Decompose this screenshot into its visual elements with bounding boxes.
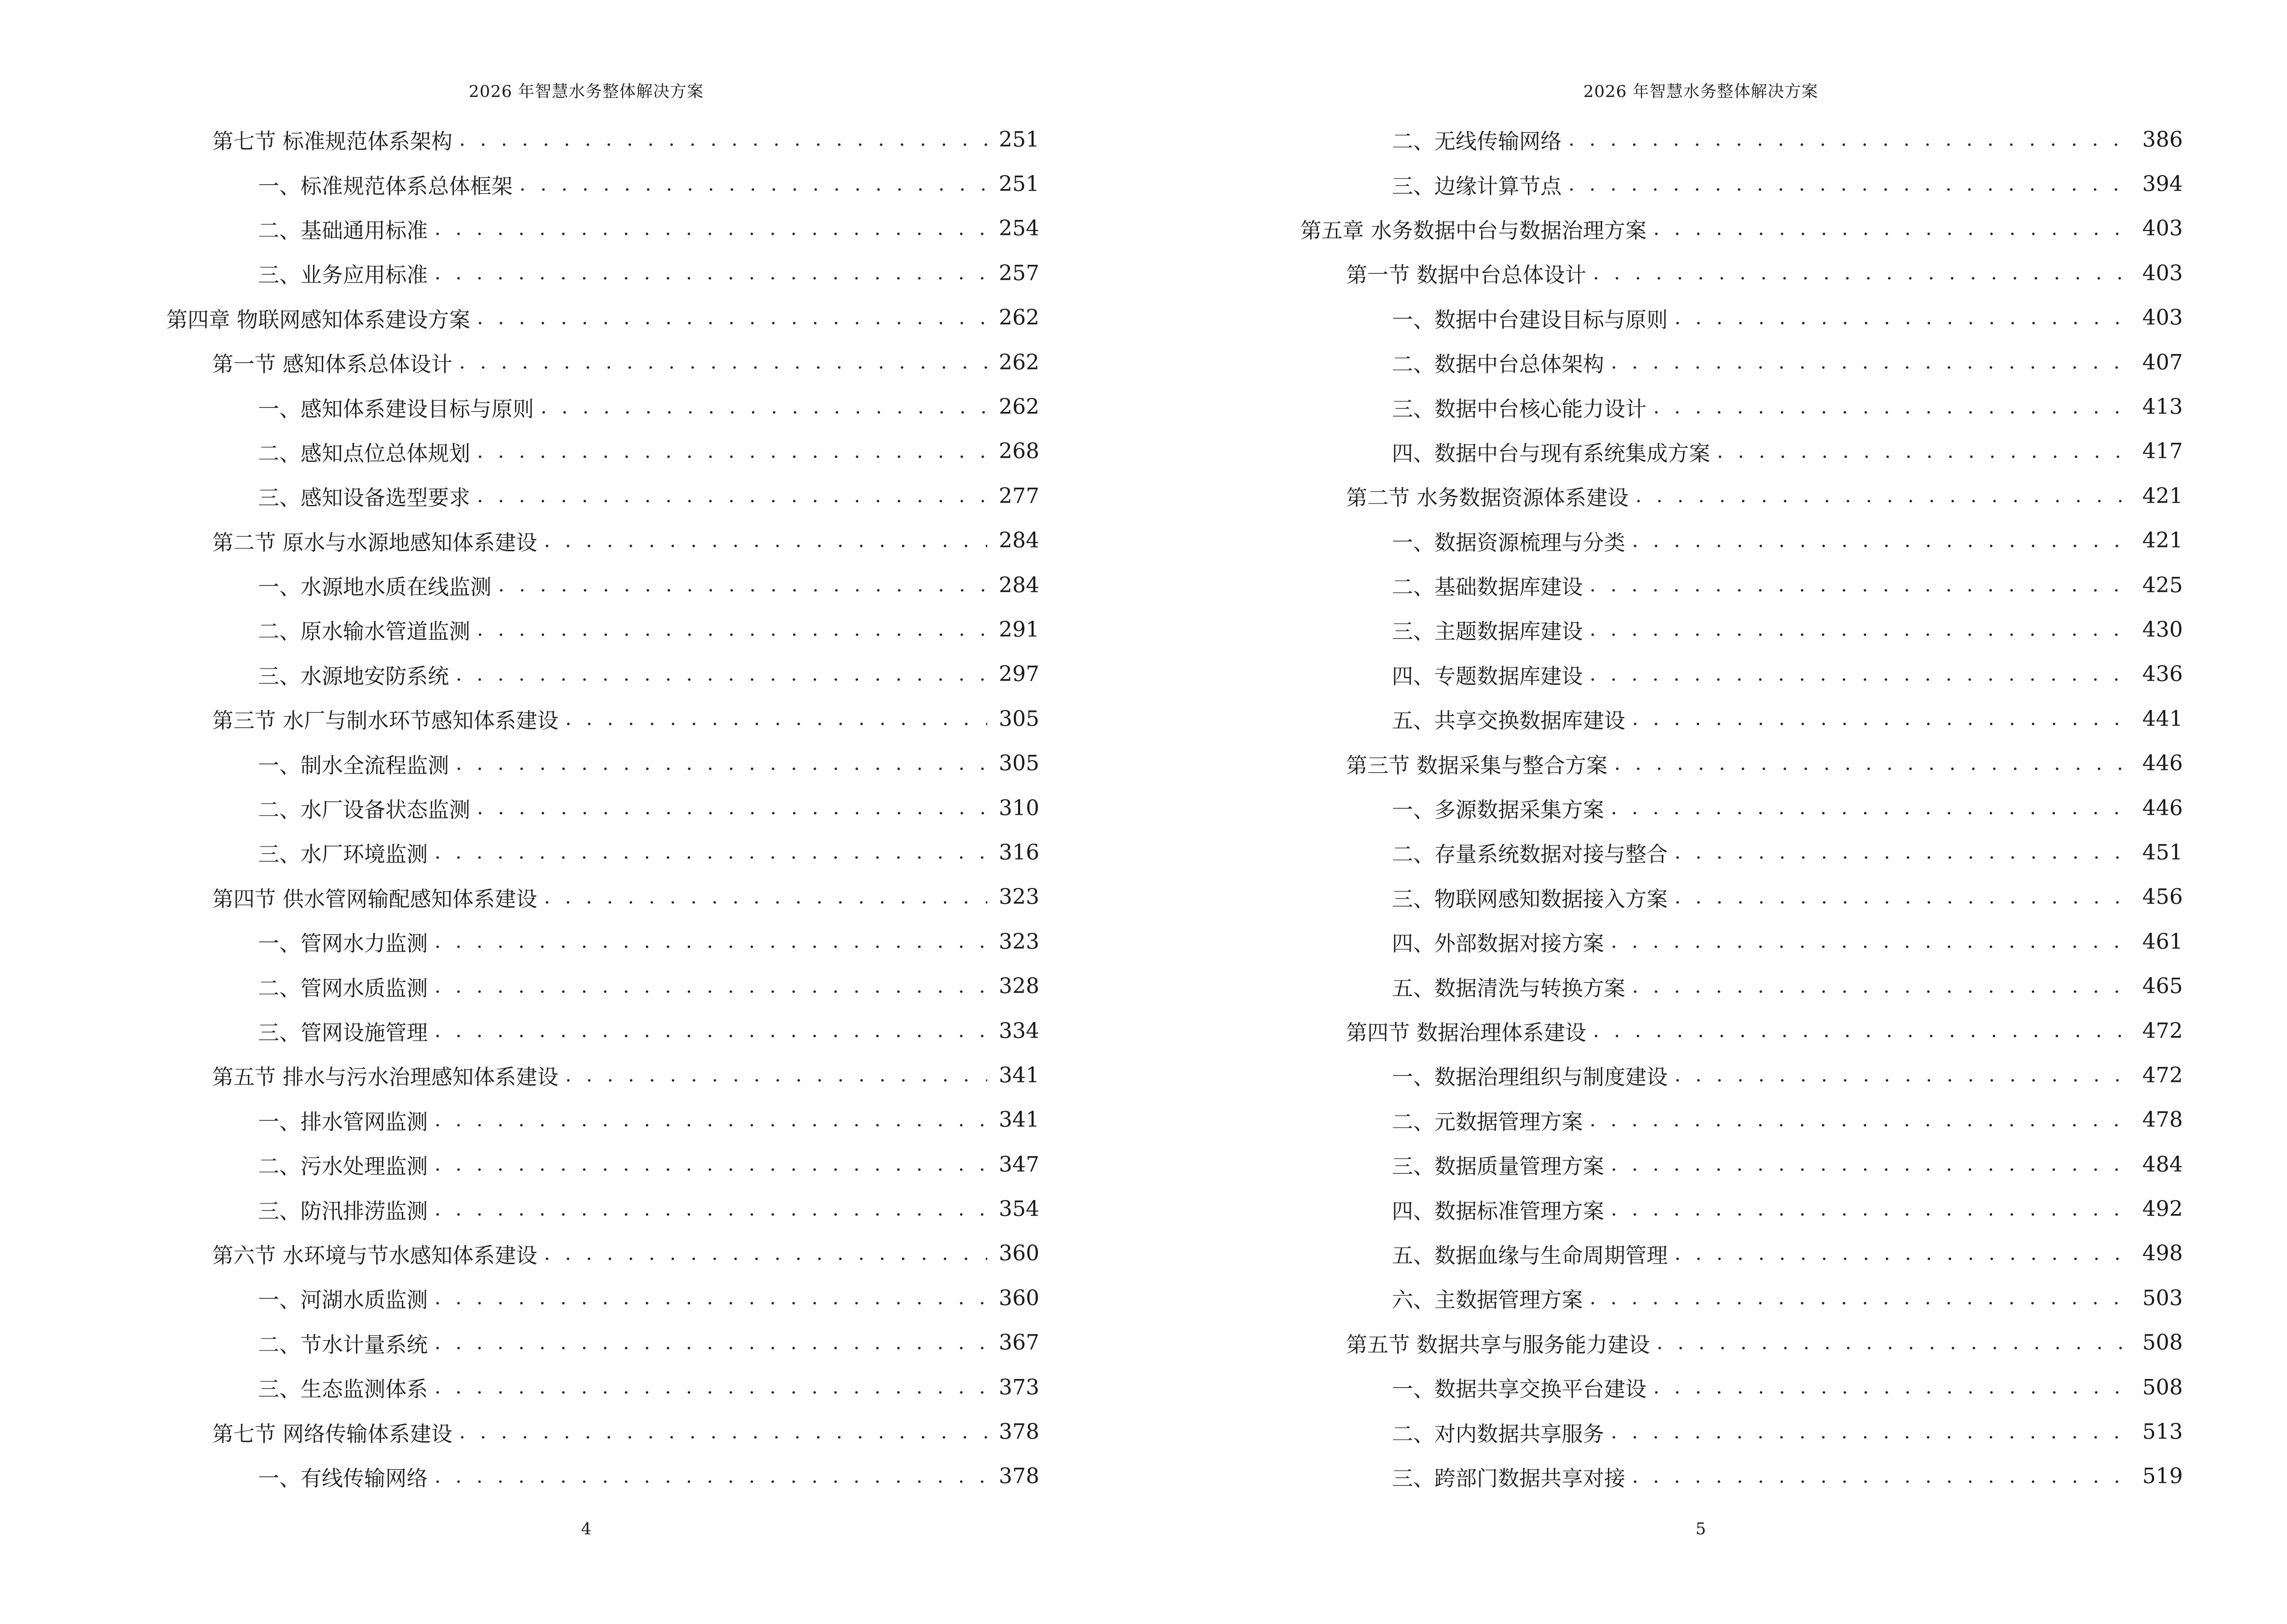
dot-leader (435, 1376, 987, 1398)
dot-leader (435, 930, 987, 953)
dot-leader (435, 1287, 987, 1309)
toc-entry-title: 第七节 标准规范体系架构 (212, 129, 452, 154)
toc-entry[interactable] (1300, 1365, 2183, 1409)
dot-leader (519, 173, 987, 195)
dot-leader (1632, 530, 2131, 552)
toc-entry-title: 第五章 水务数据中台与数据治理方案 (1300, 218, 1647, 243)
toc-entry-title: 四、外部数据对接方案 (1392, 931, 1604, 956)
right-page (1144, 0, 2287, 1624)
toc-entry[interactable] (1300, 340, 2183, 384)
toc-entry-title: 三、跨部门数据共享对接 (1392, 1466, 1625, 1491)
toc-entry-page: 403 (2142, 305, 2183, 330)
dot-leader (1653, 1376, 2131, 1398)
toc-entry-page: 394 (2142, 172, 2183, 197)
toc-entry[interactable] (166, 1365, 1039, 1409)
table-of-contents (1300, 117, 2183, 1499)
toc-entry-title: 三、物联网感知数据接入方案 (1392, 887, 1668, 912)
toc-entry[interactable] (166, 1009, 1039, 1053)
toc-entry-page: 284 (999, 528, 1039, 553)
toc-entry-title: 三、防汛排涝监测 (258, 1199, 428, 1224)
dot-leader (498, 574, 987, 596)
toc-entry[interactable] (166, 296, 1039, 340)
toc-entry-title: 一、有线传输网络 (258, 1466, 428, 1491)
dot-leader (435, 975, 987, 997)
toc-entry-title: 第三节 数据采集与整合方案 (1346, 753, 1607, 778)
toc-entry-title: 三、数据中台核心能力设计 (1392, 396, 1647, 422)
toc-entry-page: 513 (2142, 1419, 2183, 1445)
toc-entry-page: 360 (999, 1241, 1039, 1266)
toc-entry[interactable] (166, 652, 1039, 696)
toc-entry-title: 二、无线传输网络 (1392, 129, 1562, 154)
dot-leader (1590, 663, 2131, 685)
toc-entry-page: 403 (2142, 216, 2183, 241)
toc-entry[interactable] (166, 875, 1039, 919)
dot-leader (1590, 574, 2131, 596)
toc-entry-page: 305 (999, 706, 1039, 731)
dot-leader (477, 485, 987, 507)
dot-leader (1674, 886, 2131, 908)
toc-entry[interactable] (1300, 1053, 2183, 1097)
toc-entry[interactable] (1300, 1231, 2183, 1276)
toc-entry-title: 一、数据共享交换平台建设 (1392, 1377, 1647, 1402)
dot-leader (1614, 752, 2131, 775)
toc-entry-page: 323 (999, 885, 1039, 910)
dot-leader (1635, 485, 2131, 507)
toc-entry[interactable] (166, 340, 1039, 384)
toc-entry[interactable] (166, 696, 1039, 741)
dot-leader (477, 797, 987, 819)
toc-entry[interactable] (166, 474, 1039, 518)
dot-leader (565, 1064, 987, 1086)
toc-entry-title: 第三节 水厂与制水环节感知体系建设 (212, 709, 558, 734)
toc-entry-page: 328 (999, 974, 1039, 999)
toc-entry-title: 二、基础数据库建设 (1392, 575, 1583, 600)
toc-entry-page: 446 (2142, 751, 2183, 776)
dot-leader (1590, 1287, 2131, 1309)
dot-leader (477, 307, 987, 329)
toc-entry-title: 三、主题数据库建设 (1392, 619, 1583, 644)
dot-leader (1632, 975, 2131, 997)
dot-leader (1632, 1465, 2131, 1488)
toc-entry-page: 465 (2142, 974, 2183, 999)
page-number: 5 (1695, 1519, 1706, 1539)
toc-entry-page: 378 (999, 1419, 1039, 1445)
toc-entry[interactable] (166, 1454, 1039, 1499)
toc-entry[interactable] (1300, 563, 2183, 607)
toc-entry-title: 一、水源地水质在线监测 (258, 575, 491, 600)
dot-leader (1611, 1153, 2131, 1175)
toc-entry-page: 492 (2142, 1197, 2183, 1222)
toc-entry-title: 第四节 数据治理体系建设 (1346, 1021, 1586, 1045)
toc-entry[interactable] (166, 964, 1039, 1008)
toc-entry-title: 二、原水输水管道监测 (258, 619, 470, 644)
dot-leader (1674, 307, 2131, 329)
toc-entry[interactable] (166, 919, 1039, 964)
page-header: 2026 年智慧水务整体解决方案 (468, 82, 704, 101)
toc-entry-page: 436 (2142, 662, 2183, 687)
dot-leader (435, 218, 987, 240)
toc-entry-title: 第四节 供水管网输配感知体系建设 (212, 887, 537, 912)
toc-entry-title: 第五节 数据共享与服务能力建设 (1346, 1332, 1650, 1357)
toc-entry-page: 268 (999, 439, 1039, 464)
toc-entry-title: 一、管网水力监测 (258, 931, 428, 956)
toc-entry-title: 一、数据治理组织与制度建设 (1392, 1065, 1668, 1090)
toc-entry[interactable] (1300, 162, 2183, 206)
toc-entry-page: 403 (2142, 260, 2183, 286)
toc-entry[interactable] (1300, 1276, 2183, 1320)
toc-entry-page: 407 (2142, 350, 2183, 375)
toc-entry-title: 第七节 网络传输体系建设 (212, 1421, 452, 1447)
toc-entry[interactable] (1300, 384, 2183, 429)
toc-entry-title: 二、污水处理监测 (258, 1154, 428, 1179)
toc-entry-title: 二、感知点位总体规划 (258, 441, 470, 466)
toc-entry[interactable] (1300, 429, 2183, 474)
dot-leader (1568, 173, 2131, 195)
toc-entry-page: 456 (2142, 885, 2183, 910)
toc-entry-page: 334 (999, 1018, 1039, 1043)
toc-entry-title: 二、存量系统数据对接与整合 (1392, 842, 1668, 867)
toc-entry-title: 第六节 水环境与节水感知体系建设 (212, 1243, 537, 1268)
dot-leader (1593, 1020, 2131, 1042)
toc-entry-title: 三、管网设施管理 (258, 1021, 428, 1045)
toc-entry-page: 341 (999, 1107, 1039, 1133)
toc-entry[interactable] (166, 1098, 1039, 1142)
toc-entry-title: 二、水厂设备状态监测 (258, 798, 470, 823)
toc-entry-page: 446 (2142, 795, 2183, 820)
toc-entry-page: 441 (2142, 706, 2183, 731)
dot-leader (544, 530, 987, 552)
toc-entry[interactable] (166, 384, 1039, 429)
toc-entry-title: 六、主数据管理方案 (1392, 1288, 1583, 1313)
toc-entry-title: 二、管网水质监测 (258, 976, 428, 1001)
toc-entry[interactable] (1300, 964, 2183, 1008)
toc-entry[interactable] (166, 162, 1039, 206)
toc-entry-page: 251 (999, 127, 1039, 152)
toc-entry-page: 262 (999, 305, 1039, 330)
toc-entry[interactable] (166, 1231, 1039, 1276)
toc-entry-page: 413 (2142, 395, 2183, 420)
toc-entry-title: 五、共享交换数据库建设 (1392, 709, 1625, 734)
toc-entry[interactable] (1300, 875, 2183, 919)
dot-leader (544, 1242, 987, 1265)
toc-entry-title: 三、水厂环境监测 (258, 842, 428, 867)
toc-entry-page: 262 (999, 395, 1039, 420)
dot-leader (1611, 930, 2131, 953)
toc-entry-title: 一、河湖水质监测 (258, 1288, 428, 1313)
toc-entry-page: 472 (2142, 1018, 2183, 1043)
toc-entry[interactable] (1300, 474, 2183, 518)
toc-entry[interactable] (1300, 117, 2183, 162)
toc-entry-title: 三、业务应用标准 (258, 263, 428, 288)
toc-entry[interactable] (166, 1187, 1039, 1231)
toc-entry[interactable] (1300, 696, 2183, 741)
toc-entry[interactable] (166, 1053, 1039, 1097)
toc-entry[interactable] (1300, 1409, 2183, 1454)
dot-leader (435, 1465, 987, 1488)
toc-entry[interactable] (166, 1142, 1039, 1187)
toc-entry-title: 第一节 感知体系总体设计 (212, 352, 452, 377)
dot-leader (1568, 128, 2131, 150)
toc-entry-title: 第五节 排水与污水治理感知体系建设 (212, 1065, 558, 1090)
toc-entry[interactable] (166, 519, 1039, 563)
dot-leader (435, 1020, 987, 1042)
toc-entry[interactable] (1300, 741, 2183, 785)
toc-entry-page: 373 (999, 1375, 1039, 1400)
toc-entry[interactable] (166, 563, 1039, 607)
toc-entry-page: 430 (2142, 617, 2183, 642)
toc-entry[interactable] (166, 117, 1039, 162)
dot-leader (1657, 1332, 2131, 1354)
toc-entry[interactable] (1300, 206, 2183, 251)
dot-leader (1632, 708, 2131, 730)
toc-entry-page: 354 (999, 1197, 1039, 1222)
toc-entry[interactable] (1300, 652, 2183, 696)
toc-entry-page: 297 (999, 662, 1039, 687)
toc-entry[interactable] (1300, 1321, 2183, 1365)
dot-leader (1590, 1109, 2131, 1131)
toc-entry[interactable] (166, 1276, 1039, 1320)
toc-entry[interactable] (166, 830, 1039, 874)
toc-entry-page: 378 (999, 1464, 1039, 1489)
toc-entry-page: 461 (2142, 929, 2183, 954)
toc-entry[interactable] (1300, 1098, 2183, 1142)
dot-leader (1593, 262, 2131, 284)
toc-entry-page: 519 (2142, 1464, 2183, 1489)
toc-entry[interactable] (1300, 1142, 2183, 1187)
dot-leader (541, 396, 987, 418)
toc-entry[interactable] (1300, 919, 2183, 964)
toc-entry-page: 484 (2142, 1152, 2183, 1177)
toc-entry[interactable] (1300, 607, 2183, 652)
toc-entry-page: 305 (999, 751, 1039, 776)
toc-entry-page: 367 (999, 1330, 1039, 1355)
toc-entry-page: 310 (999, 795, 1039, 820)
dot-leader (1611, 1198, 2131, 1220)
toc-entry-page: 417 (2142, 439, 2183, 464)
toc-entry-title: 一、制水全流程监测 (258, 753, 449, 778)
dot-leader (435, 262, 987, 284)
toc-entry-page: 251 (999, 172, 1039, 197)
toc-entry-page: 347 (999, 1152, 1039, 1177)
toc-entry[interactable] (166, 251, 1039, 295)
toc-entry-page: 478 (2142, 1107, 2183, 1133)
dot-leader (477, 440, 987, 463)
toc-entry-page: 341 (999, 1063, 1039, 1088)
toc-entry[interactable] (1300, 1009, 2183, 1053)
dot-leader (435, 841, 987, 863)
toc-entry-page: 254 (999, 216, 1039, 241)
toc-entry-title: 一、标准规范体系总体框架 (258, 174, 513, 199)
dot-leader (435, 1198, 987, 1220)
dot-leader (1674, 841, 2131, 863)
toc-entry-title: 二、基础通用标准 (258, 218, 428, 243)
toc-entry[interactable] (166, 607, 1039, 652)
dot-leader (1674, 1064, 2131, 1086)
toc-entry-page: 323 (999, 929, 1039, 954)
toc-entry[interactable] (1300, 786, 2183, 830)
toc-entry-title: 三、水源地安防系统 (258, 664, 449, 689)
dot-leader (435, 1332, 987, 1354)
dot-leader (565, 708, 987, 730)
toc-entry-title: 三、生态监测体系 (258, 1377, 428, 1402)
toc-entry[interactable] (166, 1409, 1039, 1454)
dot-leader (456, 752, 987, 775)
dot-leader (1674, 1242, 2131, 1265)
toc-entry-title: 四、数据标准管理方案 (1392, 1199, 1604, 1224)
dot-leader (544, 886, 987, 908)
page-number: 4 (581, 1519, 592, 1539)
toc-entry-title: 三、边缘计算节点 (1392, 174, 1562, 199)
toc-entry[interactable] (166, 206, 1039, 251)
toc-entry-title: 第四章 物联网感知体系建设方案 (166, 307, 470, 332)
toc-entry-title: 第二节 水务数据资源体系建设 (1346, 486, 1629, 511)
toc-entry-title: 第二节 原水与水源地感知体系建设 (212, 530, 537, 555)
toc-entry-page: 257 (999, 260, 1039, 286)
toc-entry-title: 一、感知体系建设目标与原则 (258, 396, 534, 422)
toc-entry[interactable] (166, 1321, 1039, 1365)
dot-leader (1653, 396, 2131, 418)
toc-entry-title: 五、数据清洗与转换方案 (1392, 976, 1625, 1001)
toc-entry-page: 503 (2142, 1285, 2183, 1310)
toc-entry-page: 284 (999, 573, 1039, 598)
toc-entry[interactable] (1300, 251, 2183, 295)
toc-entry-page: 451 (2142, 840, 2183, 865)
dot-leader (1590, 618, 2131, 641)
toc-entry[interactable] (1300, 1187, 2183, 1231)
toc-entry-page: 386 (2142, 127, 2183, 152)
toc-entry-title: 五、数据血缘与生命周期管理 (1392, 1243, 1668, 1268)
toc-entry[interactable] (1300, 296, 2183, 340)
toc-entry-title: 二、数据中台总体架构 (1392, 352, 1604, 377)
toc-entry-title: 一、多源数据采集方案 (1392, 798, 1604, 823)
toc-entry-title: 四、专题数据库建设 (1392, 664, 1583, 689)
toc-entry-page: 291 (999, 617, 1039, 642)
toc-entry[interactable] (166, 429, 1039, 474)
dot-leader (1717, 440, 2131, 463)
dot-leader (435, 1153, 987, 1175)
toc-entry-page: 360 (999, 1285, 1039, 1310)
dot-leader (477, 618, 987, 641)
toc-entry-title: 一、数据资源梳理与分类 (1392, 530, 1625, 555)
toc-entry-page: 316 (999, 840, 1039, 865)
dot-leader (1611, 351, 2131, 373)
dot-leader (459, 1421, 987, 1443)
dot-leader (1611, 1421, 2131, 1443)
toc-entry-page: 472 (2142, 1063, 2183, 1088)
toc-entry[interactable] (166, 741, 1039, 785)
toc-entry-title: 一、数据中台建设目标与原则 (1392, 307, 1668, 332)
toc-entry-page: 421 (2142, 528, 2183, 553)
toc-entry-page: 508 (2142, 1330, 2183, 1355)
toc-entry-page: 421 (2142, 483, 2183, 508)
toc-entry[interactable] (166, 786, 1039, 830)
toc-entry-title: 三、数据质量管理方案 (1392, 1154, 1604, 1179)
dot-leader (1653, 218, 2131, 240)
toc-entry-page: 262 (999, 350, 1039, 375)
toc-entry-title: 二、对内数据共享服务 (1392, 1421, 1604, 1447)
table-of-contents (166, 117, 1039, 1499)
dot-leader (459, 128, 987, 150)
toc-entry-title: 一、排水管网监测 (258, 1109, 428, 1134)
toc-entry-page: 425 (2142, 573, 2183, 598)
toc-entry-title: 三、感知设备选型要求 (258, 486, 470, 511)
page-header: 2026 年智慧水务整体解决方案 (1583, 82, 1819, 101)
toc-entry-title: 二、元数据管理方案 (1392, 1109, 1583, 1134)
dot-leader (435, 1109, 987, 1131)
toc-entry-title: 二、节水计量系统 (258, 1332, 428, 1357)
dot-leader (459, 351, 987, 373)
toc-entry[interactable] (1300, 1454, 2183, 1499)
toc-entry-title: 四、数据中台与现有系统集成方案 (1392, 441, 1710, 466)
dot-leader (456, 663, 987, 685)
toc-entry[interactable] (1300, 830, 2183, 874)
toc-entry-page: 498 (2142, 1241, 2183, 1266)
toc-entry-page: 508 (2142, 1375, 2183, 1400)
toc-entry[interactable] (1300, 519, 2183, 563)
toc-entry-title: 第一节 数据中台总体设计 (1346, 263, 1586, 288)
toc-entry-page: 277 (999, 483, 1039, 508)
dot-leader (1611, 797, 2131, 819)
